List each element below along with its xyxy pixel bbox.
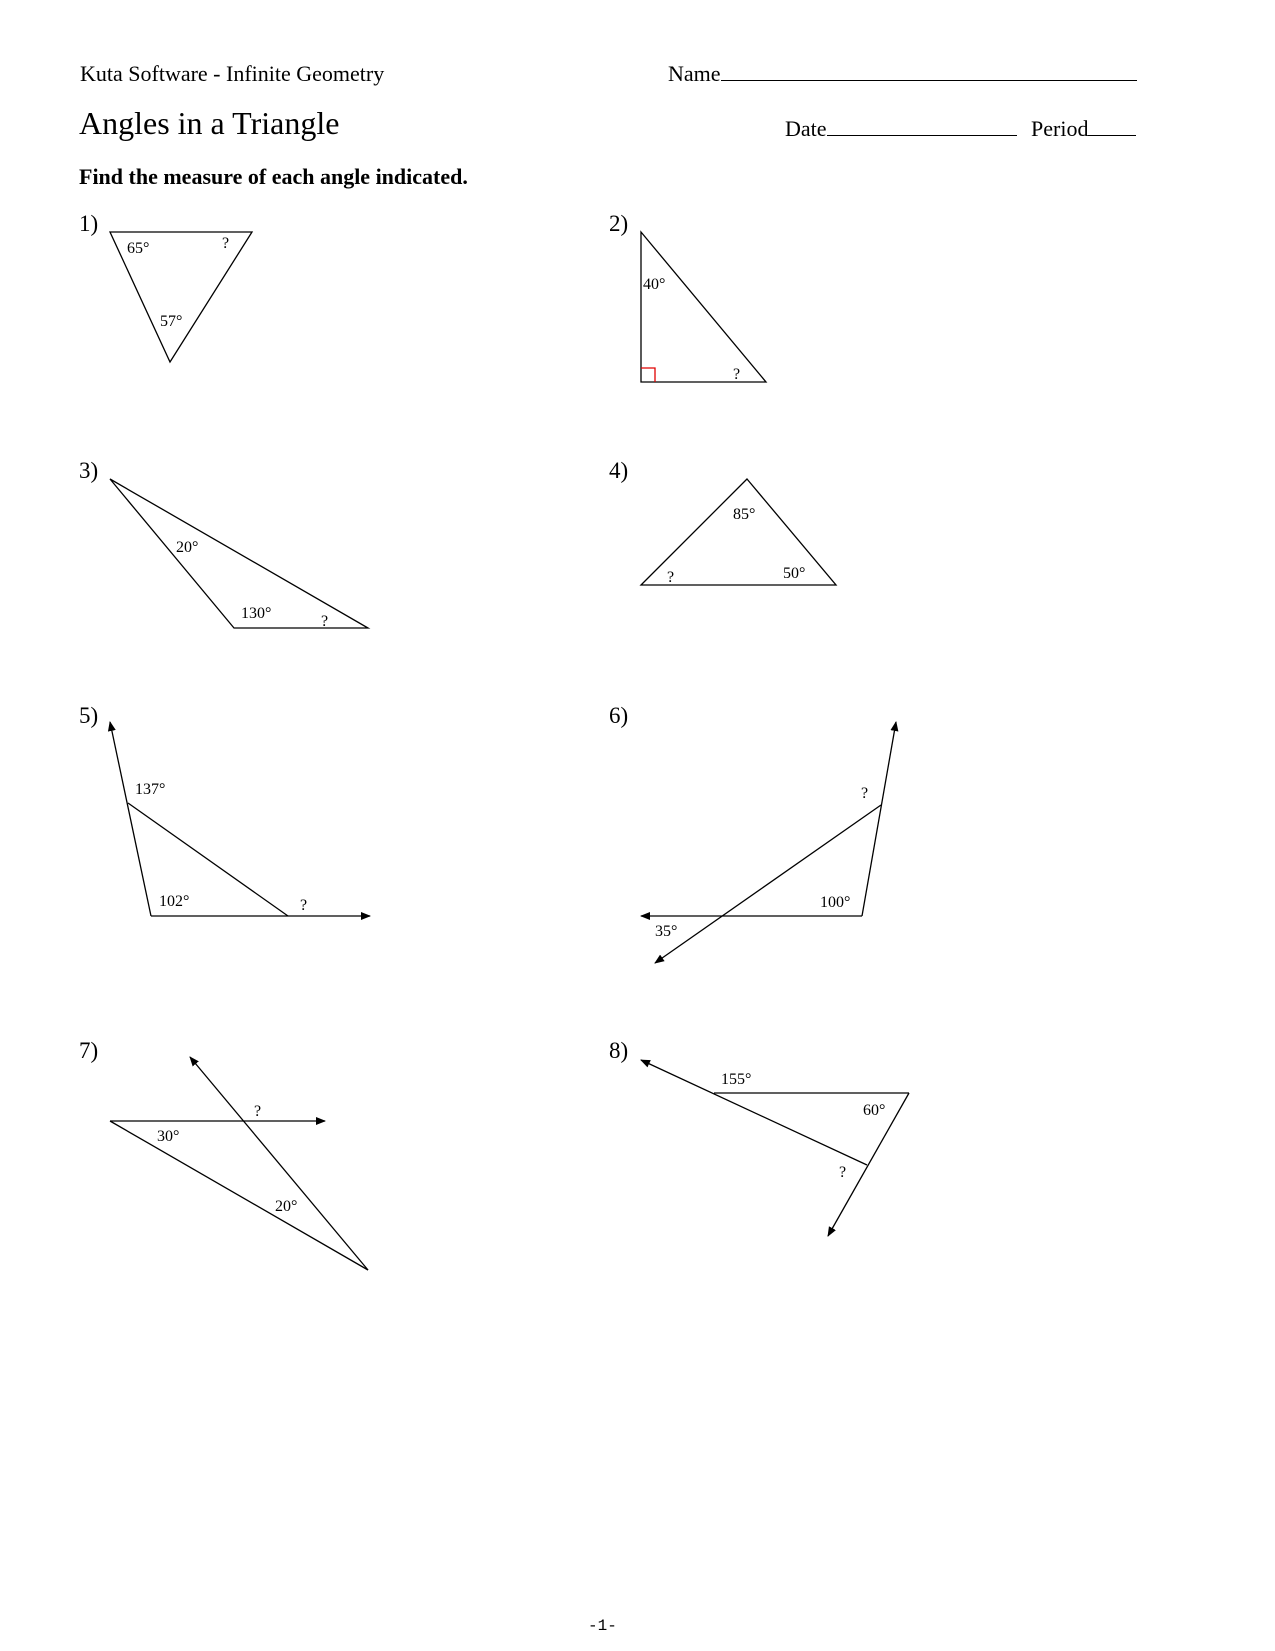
instructions: Find the measure of each angle indicated. (79, 164, 468, 189)
problem-4-unknown-label: ? (667, 569, 675, 586)
problem-2-unknown-label: ? (733, 366, 741, 383)
problem-5-figure (110, 722, 370, 916)
problem-7-segment (110, 1121, 368, 1270)
problem-3-number: 3) (79, 458, 99, 483)
problem-5-number: 5) (79, 703, 99, 728)
problem-5-segment (128, 803, 288, 916)
problem-6-angle-label: 35° (655, 923, 678, 940)
problem-5-unknown-label: ? (300, 897, 308, 914)
problem-7-unknown-label: ? (254, 1103, 262, 1120)
worksheet-title: Angles in a Triangle (79, 105, 340, 141)
publisher-name: Kuta Software - Infinite Geometry (80, 61, 385, 86)
problem-6-ray (862, 722, 896, 916)
problem-3-angle-label: 130° (241, 605, 272, 622)
problem-1-angle-label: 57° (160, 313, 183, 330)
problem-2-number: 2) (609, 211, 629, 236)
problem-1-figure (110, 232, 252, 362)
problem-7-number: 7) (79, 1038, 99, 1063)
problem-3-angle-label: 20° (176, 539, 199, 556)
problem-2-figure (641, 232, 766, 383)
problem-8-ray (641, 1060, 867, 1165)
problem-6-ray (655, 805, 881, 963)
problem-1-angle-label: 65° (127, 240, 150, 257)
name-label: Name (668, 61, 721, 86)
problem-6-unknown-label: ? (861, 785, 869, 802)
problem-8-angle-label: 155° (721, 1071, 752, 1088)
problem-1-unknown-label: ? (222, 235, 230, 252)
problem-7-ray (190, 1057, 368, 1270)
problem-5-angle-label: 102° (159, 893, 190, 910)
date-label: Date (785, 116, 827, 141)
problem-6-angle-label: 100° (820, 894, 851, 911)
problem-7-angle-label: 20° (275, 1198, 298, 1215)
problem-6-number: 6) (609, 703, 629, 728)
problem-1-number: 1) (79, 211, 99, 236)
problem-2-triangle (641, 232, 766, 382)
problem-8-number: 8) (609, 1038, 629, 1063)
problem-3-figure (110, 479, 368, 630)
problem-7-figure (110, 1057, 368, 1270)
problem-4-angle-label: 85° (733, 506, 756, 523)
problem-4-angle-label: 50° (783, 565, 806, 582)
period-label: Period (1031, 116, 1089, 141)
problem-2-angle-label: 40° (643, 276, 666, 293)
problem-2-right-angle-marker (641, 368, 655, 382)
problem-8-unknown-label: ? (839, 1164, 847, 1181)
problem-8-angle-label: 60° (863, 1102, 886, 1119)
problem-6-figure (641, 722, 896, 963)
page-number: -1- (588, 1617, 617, 1635)
problem-3-triangle (110, 479, 368, 628)
problem-7-angle-label: 30° (157, 1128, 180, 1145)
problem-5-ray (110, 722, 151, 916)
problem-4-number: 4) (609, 458, 629, 483)
problem-8-figure (641, 1060, 909, 1236)
problem-5-angle-label: 137° (135, 781, 166, 798)
problem-3-unknown-label: ? (321, 613, 329, 630)
problem-4-figure (641, 479, 836, 586)
